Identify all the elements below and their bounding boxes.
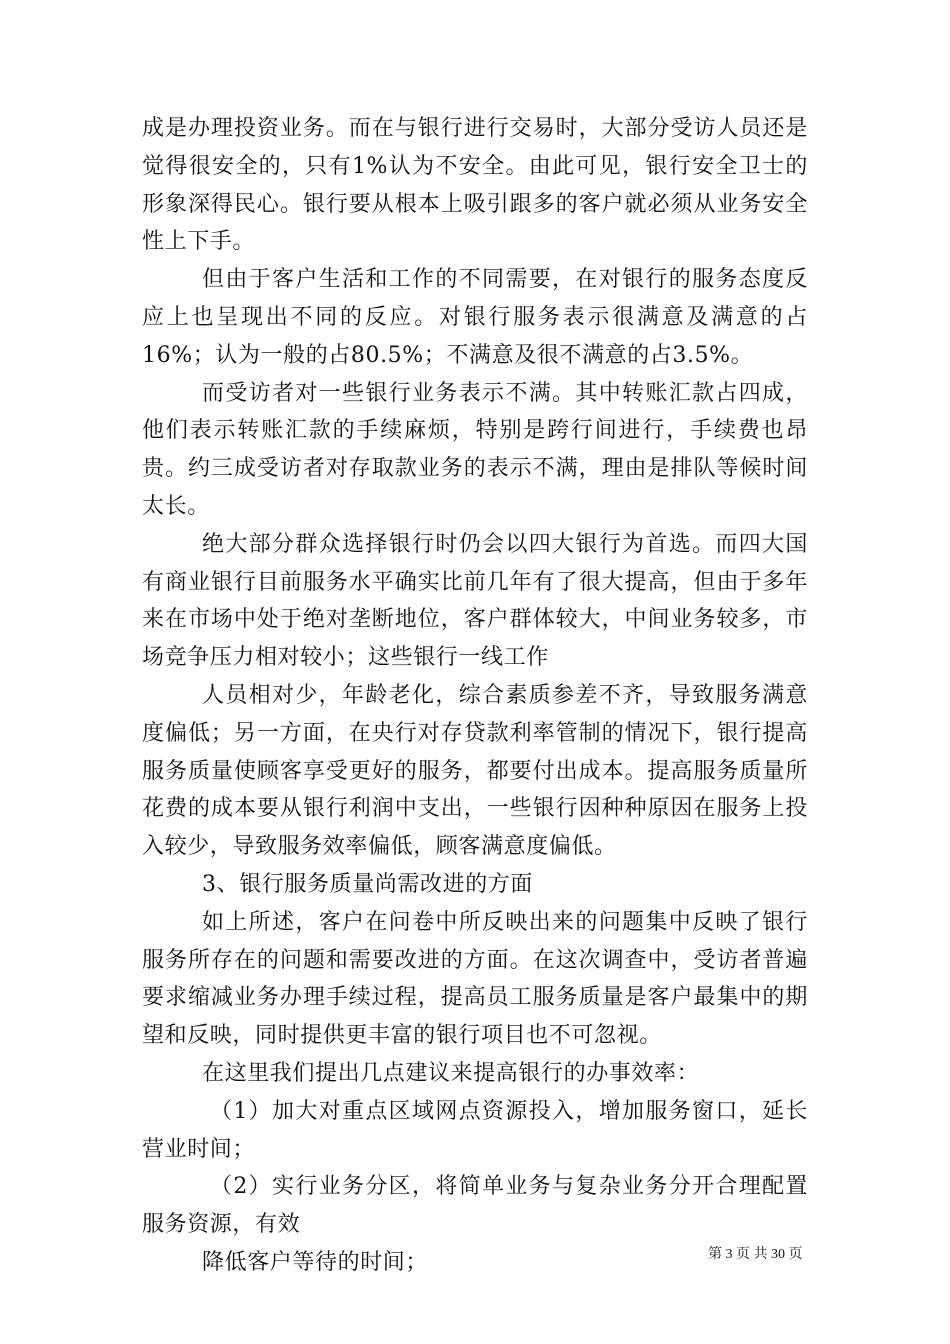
- paragraph-7: 如上所述，客户在问卷中所反映出来的问题集中反映了银行服务所存在的问题和需要改进的方面。在这次调查中，受访者普遍要求缩减业务办理手续过程，提高员工服务质量是客户最集中的期望和反映，同时提供更丰富的银行项目也不可忽视。: [142, 909, 808, 1049]
- paragraph-1: 成是办理投资业务。而在与银行进行交易时，大部分受访人员还是觉得很安全的，只有1%认为不安全。由此可见，银行安全卫士的形象深得民心。银行要从根本上吸引跟多的客户就必须从业务安全性上下手。: [142, 116, 808, 255]
- paragraph-5: 人员相对少，年龄老化，综合素质参差不齐，导致服务满意度偏低；另一方面，在央行对存贷款利率管制的情况下，银行提高服务质量使顾客享受更好的服务，都要付出成本。提高服务质量所花费的成本要从银行利润中支出，一些银行因种种原因在服务上投入较少，导致服务效率偏低，顾客满意度偏低。: [142, 682, 808, 860]
- paragraph-4: 绝大部分群众选择银行时仍会以四大银行为首选。而四大国有商业银行目前服务水平确实比前几年有了很大提高，但由于多年来在市场中处于绝对垄断地位，客户群体较大，中间业务较多，市场竞争压力相对较小；这些银行一线工作: [142, 531, 808, 671]
- paragraph-11: 降低客户等待的时间；: [202, 1249, 429, 1275]
- paragraph-3: 而受访者对一些银行业务表示不满。其中转账汇款占四成，他们表示转账汇款的手续麻烦，特别是跨行间进行，手续费也昂贵。约三成受访者对存取款业务的表示不满，理由是排队等候时间太长。: [142, 380, 808, 519]
- section-heading: 3、银行服务质量尚需改进的方面: [202, 871, 533, 897]
- list-item-2: （2）实行业务分区，将简单业务与复杂业务分开合理配置服务资源，有效: [142, 1174, 808, 1238]
- page-number-footer: 第 3 页 共 30 页: [708, 1247, 803, 1262]
- paragraph-2: 但由于客户生活和工作的不同需要，在对银行的服务态度反应上也呈现出不同的反应。对银行服务表示很满意及满意的占16%；认为一般的占80.5%；不满意及很不满意的占3.5%。: [142, 267, 808, 368]
- list-item-1: （1）加大对重点区域网点资源投入，增加服务窗口，延长营业时间；: [142, 1098, 808, 1162]
- document-body: [142, 110, 808, 1282]
- paragraph-8: 在这里我们提出几点建议来提高银行的办事效率：: [202, 1060, 700, 1086]
